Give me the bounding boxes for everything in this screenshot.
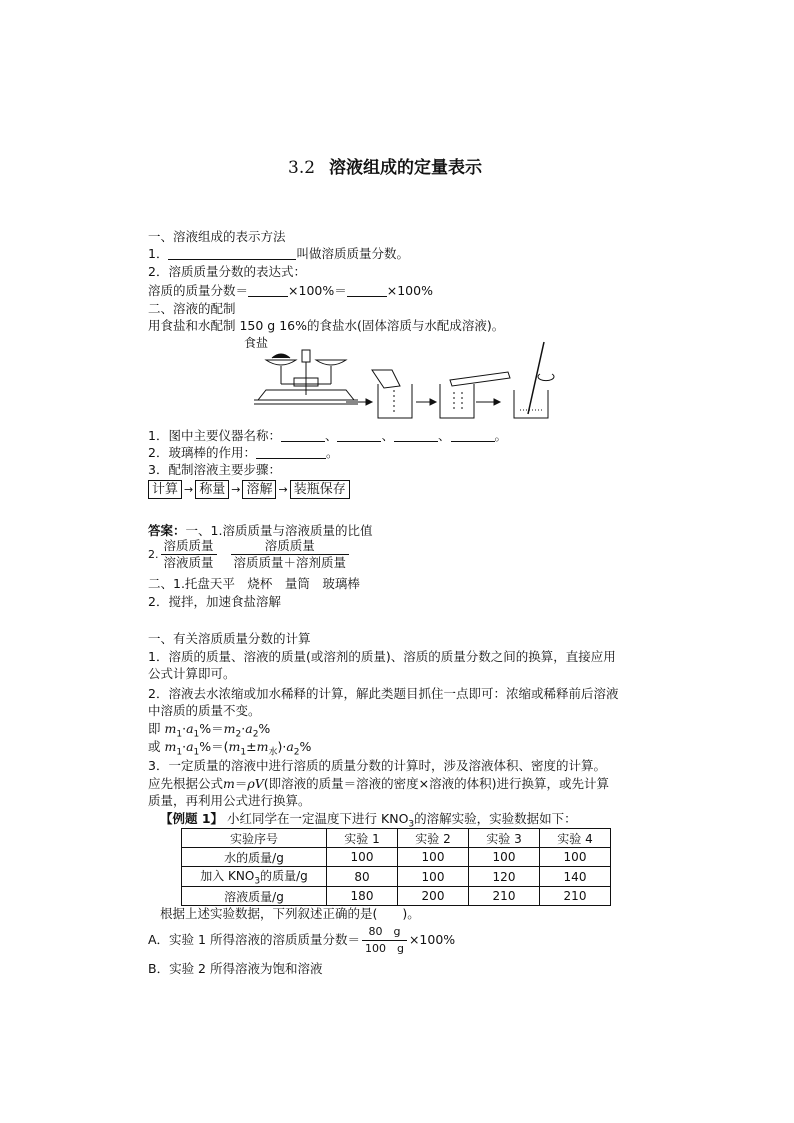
- option-a: A．实验 1 所得溶液的溶质质量分数＝ $\frac{80 g}{100 g}$ ×100%: [148, 925, 456, 955]
- s3-p3b: 应先根据公式m＝ρV(即溶液的质量＝溶液的密度×溶液的体积)进行换算，或先计算: [148, 776, 610, 791]
- steps-flow: [148, 480, 350, 499]
- step-box: 装瓶保存: [290, 480, 350, 499]
- figure-label-salt: 食盐: [244, 336, 269, 350]
- arrow-icon: →: [184, 483, 194, 496]
- fraction: $\frac{\text{溶质质量}}{\text{溶液质量}}$: [161, 538, 217, 571]
- blank: [281, 429, 325, 442]
- title-text: 溶液组成的定量表示: [329, 158, 483, 178]
- blank: [394, 429, 438, 442]
- table-header-row: 实验序号 实验 1 实验 2 实验 3 实验 4: [182, 829, 611, 848]
- blank: [451, 429, 495, 442]
- lab-apparatus-figure: [236, 340, 566, 424]
- table-row: 溶液质量/g 180 200 210 210: [182, 887, 611, 906]
- blank: [337, 429, 381, 442]
- s2-intro: 用食盐和水配制 150 g 16%的食盐水(固体溶质与水配成溶液)。: [148, 318, 505, 333]
- blank: [256, 446, 326, 459]
- answer-line3: 二、1.托盘天平 烧杯 量筒 玻璃棒: [148, 576, 360, 591]
- title-number: 3.2: [288, 158, 316, 178]
- blank: [168, 247, 296, 260]
- step-box: 计算: [148, 480, 182, 499]
- fraction: $\frac{\text{溶质质量}}{\text{溶质质量＋溶剂质量}}$: [231, 538, 350, 571]
- s3-heading: 一、有关溶质质量分数的计算: [148, 631, 311, 646]
- s3-p2a: 2．溶液去水浓缩或加水稀释的计算，解此类题目抓住一点即可：浓缩或稀释前后溶液: [148, 686, 619, 701]
- s3-p1b: 公式计算即可。: [148, 666, 236, 681]
- s2-q1: 1．图中主要仪器名称： 、 、 、 。: [148, 428, 508, 443]
- s3-p2b: 中溶质的质量不变。: [148, 703, 261, 718]
- example-intro: 【例题 1】 小红同学在一定温度下进行 $KNO_3$的溶解实验，实验数据如下：: [160, 811, 577, 830]
- s3-eq1: 即 $m_1\cdot a_1\%=m_2\cdot a_2\%$: [148, 721, 271, 740]
- s3-p3c: 质量，再利用公式进行换算。: [148, 793, 311, 808]
- step-box: 溶解: [242, 480, 276, 499]
- table-row: 加入 $KNO_3$的质量/g 80 100 120 140: [182, 867, 611, 887]
- page-title: [288, 160, 482, 177]
- s2-q3: 3．配制溶液主要步骤：: [148, 462, 281, 477]
- step-box: 称量: [195, 480, 229, 499]
- answer-line4: 2．搅拌，加速食盐溶解: [148, 594, 281, 609]
- s2-heading: 二、溶液的配制: [148, 301, 236, 316]
- example-label: 【例题 1】: [160, 811, 224, 826]
- answer-line1: 答案：一、1.溶质质量与溶液质量的比值: [148, 523, 373, 538]
- s2-q2: 2．玻璃棒的作用： 。: [148, 445, 339, 460]
- option-b: B．实验 2 所得溶液为饱和溶液: [148, 961, 323, 976]
- s1-formula: 溶质的质量分数＝ ×100%＝ ×100%: [148, 283, 433, 298]
- example-question: 根据上述实验数据，下列叙述正确的是( )。: [160, 906, 420, 921]
- arrow-icon: →: [278, 483, 288, 496]
- answer-label: 答案：: [148, 523, 186, 538]
- blank: [347, 284, 387, 297]
- experiment-table: [181, 828, 611, 906]
- s3-p1a: 1．溶质的质量、溶液的质量(或溶剂的质量)、溶质的质量分数之间的换算，直接应用: [148, 649, 616, 664]
- arrow-icon: →: [231, 483, 241, 496]
- s1-q2: 2．溶质质量分数的表达式：: [148, 264, 306, 279]
- table-row: 水的质量/g 100 100 100 100: [182, 848, 611, 867]
- fraction: $\frac{80 g}{100 g}$: [362, 924, 407, 957]
- blank: [248, 284, 288, 297]
- s1-q1: 1． 叫做溶质质量分数。: [148, 246, 409, 261]
- s3-eq2: 或 $m_1\cdot a_1\%=(m_1\pm m_水)\cdot a_2\%$: [148, 739, 312, 758]
- answer-line2: 2. $\frac{\text{溶质质量}}{\text{溶液质量}}$ $\frac{\text{溶质质量}}{\text{溶质质量＋溶剂质量}}$: [148, 538, 351, 571]
- s1-heading: 一、溶液组成的表示方法: [148, 229, 286, 244]
- s3-p3a: 3．一定质量的溶液中进行溶质的质量分数的计算时，涉及溶液体积、密度的计算。: [148, 758, 606, 773]
